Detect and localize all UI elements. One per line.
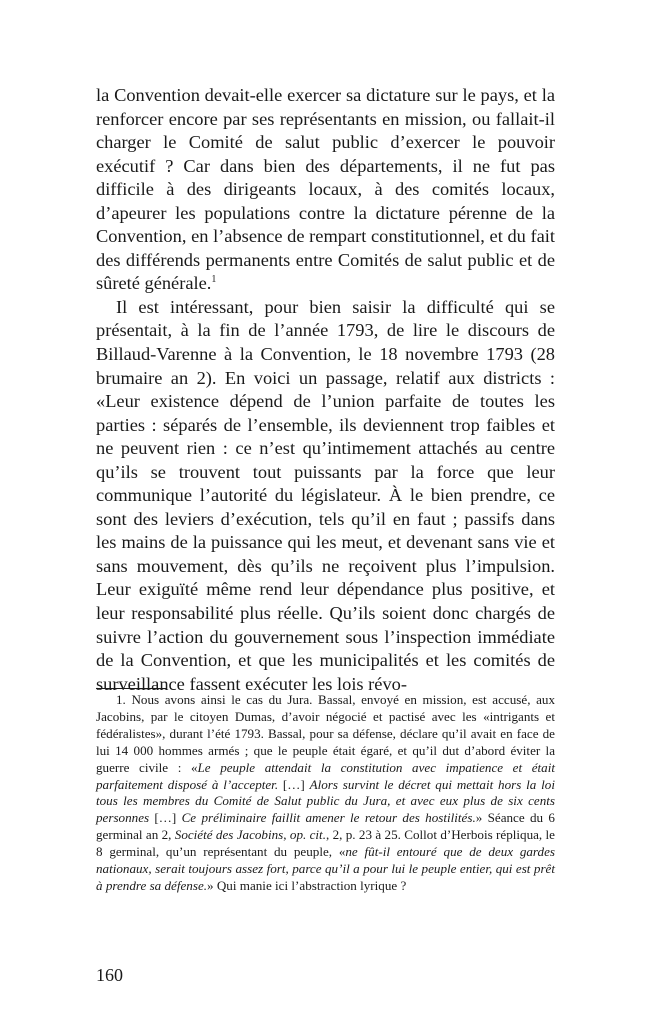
footnote-ellipsis: […] (278, 776, 310, 792)
paragraph-2: Il est intéressant, pour bien saisir la difficulté qui se présentait, à la fin de l’année 1793, de lire le discours de Billaud-Varenne à la Convention, le 18 novembre 1793 (28 brumaire an 2). En voici un passage, relatif aux districts : «Leur existence dépend de l’union parfaite de toutes les parties : séparés de l’ensemble, ils deviennent trop faibles et ne peuvent rien : ce n’est qu’intimement attachés au centre qu’ils se trouvent tout puissants par la force que leur communique l’autorité du législateur. À le bien prendre, ce sont des leviers d’exécution, tels qu’il en faut ; passifs dans les mains de la puissance qui les meut, et devenant sans vie et sans mouvement, dès qu’ils ne reçoivent plus l’impulsion. Leur exiguïté même rend leur dépendance plus positive, et leur responsabilité plus réelle. Qu’ils soient donc chargés de suivre l’action du gouvernement sous l’inspection immédiate de la Convention, et que les municipalités et les comités de surveillance fassent exécuter les lois révo- (96, 296, 555, 694)
footnote-text: » Qui manie ici l’abstraction lyrique ? (207, 877, 407, 893)
footnote-ellipsis: […] (149, 810, 182, 826)
footnote-text: , 2, p. 23 à 25. Collot d’Herbois répliqua, le 8 germinal, qu’un représentant du peuple, « (96, 827, 555, 860)
footnote-text: Nous avons ainsi le cas du Jura. Bassal, envoyé en mission, est accusé, aux Jacobins, par le citoyen Dumas, d’avoir négocié et pactisé avec les «intrigants et fédéralistes», durant l’été 1793. Bassal, pour sa défense, déclare qu’il avait en face de lui 14 000 hommes armés ; que le peuple était égaré, et qu’il dut d’abord éviter la guerre civile : « (96, 692, 555, 775)
body-text (96, 84, 555, 696)
footnote-number: 1. (116, 692, 126, 707)
footnote-text: » Séance du 6 germinal an 2, (96, 810, 555, 843)
footnote-rule (96, 688, 166, 689)
footnote-source-title: Société des Jacobins (174, 827, 284, 843)
footnote-1 (96, 692, 555, 895)
footnote-quote: ne fût-il entouré que de deux gardes nationaux, serait toujours assez fort, parce qu’il a pour lui le peuple entier, qui est prêt à prendre sa défense. (96, 844, 555, 893)
footnote-quote: Ce préliminaire faillit amener le retour des hostilités. (181, 810, 476, 826)
paragraph-1-text: la Convention devait-elle exercer sa dictature sur le pays, et la renforcer encore par ses représentants en mission, ou fallait-il charger le Comité de salut public d’exercer le pouvoir exécutif ? Car dans bien des départements, il ne fut pas difficile à des dirigeants locaux, à des comités locaux, d’apeurer les populations contre la dictature pérenne de la Convention, en l’absence de rempart constitutionnel, et du fait des différends permanents entre Comités de salut public et de sûreté générale. (96, 85, 555, 294)
footnote-reference: 1 (211, 274, 217, 286)
footnote-source-op: op. cit. (289, 827, 326, 843)
footnote-quote: Le peuple attendait la constitution avec impatience et était parfaitement disposé à l’accepter. (96, 759, 555, 792)
page-content (96, 84, 555, 696)
paragraph-1 (96, 84, 555, 296)
footnote-text: , (283, 827, 290, 843)
page-number: 160 (96, 965, 123, 985)
footnote-quote: Alors survint le décret qui mettait hors la loi tous les membres du Comité de Salut public du Jura, et avec eux plus de six cents personnes (96, 776, 555, 826)
